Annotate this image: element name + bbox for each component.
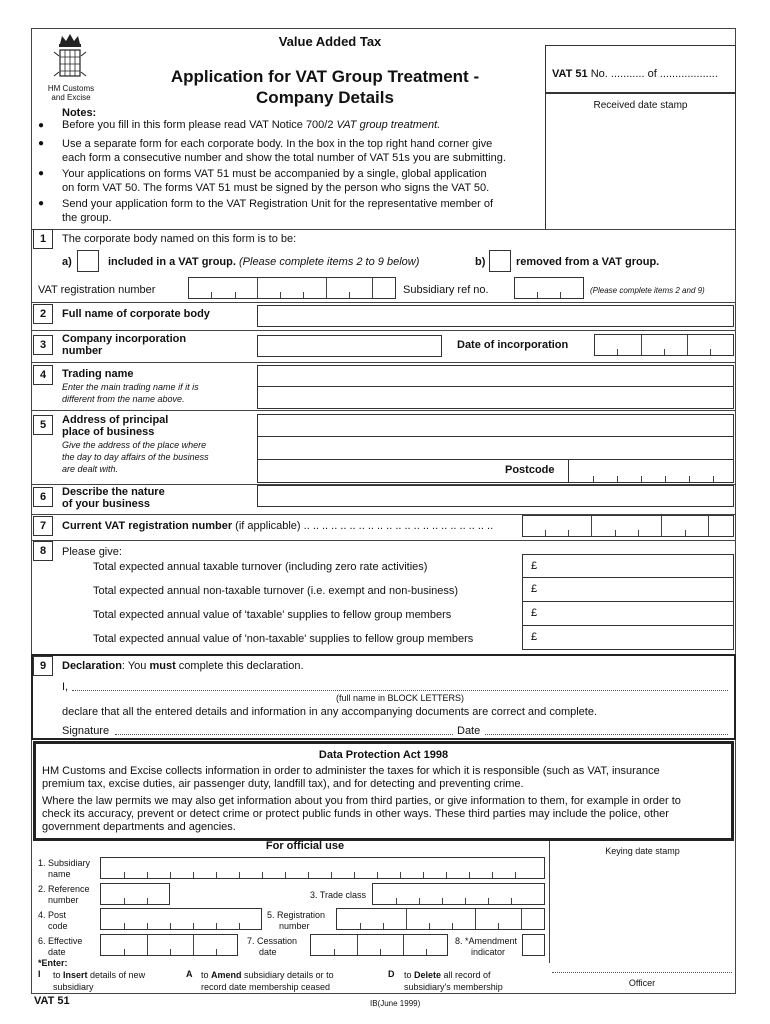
registration-number-official-input[interactable] — [336, 908, 545, 930]
vat-reg-label: VAT registration number — [38, 284, 156, 296]
field-8-label: 8. *Amendment indicator — [455, 936, 518, 957]
s1-a-label: a) — [62, 256, 72, 268]
note-4: Send your application form to the VAT Registration Unit for the representative member of the group. — [62, 198, 494, 224]
remove-checkbox[interactable] — [489, 250, 511, 272]
code-i-text: to Insert details of new subsidiary — [53, 970, 146, 992]
include-checkbox[interactable] — [77, 250, 99, 272]
reference-number-input[interactable] — [100, 883, 170, 905]
s8-label: Please give: — [62, 546, 122, 558]
code-d-text: to Delete all record of subsidiary's membership — [404, 970, 503, 992]
s5-hint: Give the address of the place where the day to day affairs of the business are dealt with. — [62, 440, 209, 474]
s1-a-text: included in a VAT group. (Please complete items 2 to 9 below) — [108, 256, 420, 268]
trading-name-input-2[interactable] — [257, 387, 734, 409]
s8-row-1: Total expected annual taxable turnover (including zero rate activities) — [93, 561, 428, 573]
section-9-number: 9 — [33, 656, 53, 676]
officer-field[interactable] — [552, 972, 732, 973]
section-6-number: 6 — [33, 487, 53, 507]
section-7-number: 7 — [33, 516, 53, 536]
s1-b-label: b) — [475, 256, 486, 268]
note-2: Use a separate form for each corporate body. In the box in the top right hand corner give each form a consecutive number and show the total number of VAT 51s you are submitting. — [62, 138, 506, 164]
declare-text: declare that all the entered details and information in any accompanying documents are correct and complete. — [62, 706, 598, 718]
bullet-icon: ● — [38, 138, 45, 149]
postcode-label: Postcode — [505, 464, 555, 476]
s8-row-4: Total expected annual value of 'non-taxable' supplies to fellow group members — [93, 633, 474, 645]
form-id: VAT 51 — [34, 995, 70, 1007]
turnover-amount-2[interactable]: £ — [522, 578, 734, 602]
section-8-number: 8 — [33, 541, 53, 561]
subsidiary-ref-input[interactable] — [514, 277, 584, 299]
section-2-number: 2 — [33, 304, 53, 324]
incorporation-number-input[interactable] — [257, 335, 442, 357]
dpa-para-2: Where the law permits we may also get information about you from third parties, or give information to them, for example in order to check its accuracy, prevent or detect crime or protect public funds in other ways. These third parties may include the police, other government departments and agencies. — [42, 795, 681, 833]
current-vat-input[interactable] — [522, 515, 734, 537]
address-line-1[interactable] — [257, 414, 734, 437]
field-2-label: 2. Reference number — [38, 884, 90, 905]
turnover-amount-3[interactable]: £ — [522, 602, 734, 626]
field-6-label: 6. Effective date — [38, 936, 83, 957]
corporate-name-input[interactable] — [257, 305, 734, 327]
trade-class-input[interactable] — [372, 883, 545, 905]
code-i: I — [38, 969, 41, 979]
section-5-number: 5 — [33, 415, 53, 435]
subsidiary-ref-label: Subsidiary ref no. — [403, 284, 489, 296]
s4-label: Trading name — [62, 368, 134, 380]
s2-label: Full name of corporate body — [62, 308, 210, 320]
section-1-number: 1 — [33, 229, 53, 249]
business-nature-input[interactable] — [257, 485, 734, 507]
edition: IB(June 1999) — [370, 999, 421, 1008]
field-3-label: 3. Trade class — [310, 890, 367, 900]
section-3-number: 3 — [33, 335, 53, 355]
s1-b-text: removed from a VAT group. — [516, 256, 660, 268]
official-use-title: For official use — [265, 840, 345, 852]
please-complete-note: (Please complete items 2 and 9) — [590, 286, 705, 295]
form-category: Value Added Tax — [278, 34, 382, 49]
bullet-icon: ● — [38, 168, 45, 179]
postcode-input[interactable] — [568, 460, 734, 483]
keying-date-stamp: Keying date stamp — [605, 846, 680, 856]
received-date-stamp: Received date stamp — [545, 93, 736, 230]
field-5-label: 5. Registration number — [267, 910, 326, 931]
s7-label: Current VAT registration number (if applicable) .. .. .. .. .. .. .. .. .. .. .. .. .. .. .. .. .. .. .. .. .. — [62, 520, 494, 532]
s8-row-3: Total expected annual value of 'taxable' supplies to fellow group members — [93, 609, 452, 621]
bullet-icon: ● — [38, 198, 45, 209]
s4-hint: Enter the main trading name if it is different from the name above. — [62, 382, 199, 404]
date-label: Date — [457, 725, 481, 737]
date-incorporation-label: Date of incorporation — [457, 339, 569, 351]
block-letters-hint: (full name in BLOCK LETTERS) — [335, 693, 465, 703]
page-title: Application for VAT Group Treatment - Company Details — [170, 67, 480, 107]
officer-label: Officer — [628, 978, 656, 988]
turnover-amount-4[interactable]: £ — [522, 626, 734, 650]
trading-name-input[interactable] — [257, 365, 734, 387]
crown-logo — [50, 32, 90, 84]
notes-heading: Notes: — [62, 107, 97, 119]
s9-label: Declaration: You must complete this declaration. — [62, 660, 304, 672]
amendment-indicator-input[interactable] — [522, 934, 545, 956]
effective-date-input[interactable] — [100, 934, 238, 956]
s9-i-label: I, — [62, 681, 69, 693]
code-a: A — [186, 969, 193, 979]
field-7-label: 7. Cessation date — [247, 936, 298, 957]
subsidiary-name-input[interactable] — [100, 857, 545, 879]
date-incorporation-input[interactable] — [594, 334, 734, 356]
full-name-field[interactable] — [72, 690, 728, 691]
note-3: Your applications on forms VAT 51 must be accompanied by a single, global application on form VAT 50. The forms VAT 51 must be signed by the person who signs the VAT 50. — [62, 168, 490, 194]
bullet-icon: ● — [38, 120, 45, 131]
field-1-label: 1. Subsidiary name — [38, 858, 91, 879]
turnover-amount-1[interactable]: £ — [522, 554, 734, 578]
org-name: HM Customs and Excise — [47, 84, 95, 102]
s3-label: Company incorporation number — [62, 333, 187, 357]
signature-field[interactable] — [115, 734, 453, 735]
postcode-official-input[interactable] — [100, 908, 262, 930]
cessation-date-input[interactable] — [310, 934, 448, 956]
s6-label: Describe the nature of your business — [62, 486, 165, 510]
address-line-2[interactable] — [257, 437, 734, 460]
field-4-label: 4. Post code — [38, 910, 68, 931]
enter-label: *Enter: — [38, 958, 68, 968]
signature-label: Signature — [62, 725, 110, 737]
official-use-divider — [549, 841, 550, 963]
code-a-text: to Amend subsidiary details or to record date membership ceased — [201, 970, 334, 992]
s5-label: Address of principal place of business — [62, 414, 169, 438]
section-4-number: 4 — [33, 365, 53, 385]
dpa-para-1: HM Customs and Excise collects information in order to administer the taxes for which it is responsible (such as VAT, insurance premium tax, excise duties, air passenger duty, landfill tax), and for detecting and preventing crime. — [42, 765, 660, 790]
note-1: Before you fill in this form please read VAT Notice 700/2 VAT group treatment. — [62, 119, 441, 131]
code-d: D — [388, 969, 395, 979]
date-field[interactable] — [485, 734, 728, 735]
vat51-number-box[interactable]: VAT 51 No. ........... of ................... — [545, 45, 736, 93]
s8-row-2: Total expected annual non-taxable turnover (i.e. exempt and non-business) — [93, 585, 459, 597]
vat-reg-input[interactable] — [188, 277, 396, 299]
s1-text: The corporate body named on this form is to be: — [62, 233, 297, 245]
dpa-title: Data Protection Act 1998 — [318, 749, 449, 761]
